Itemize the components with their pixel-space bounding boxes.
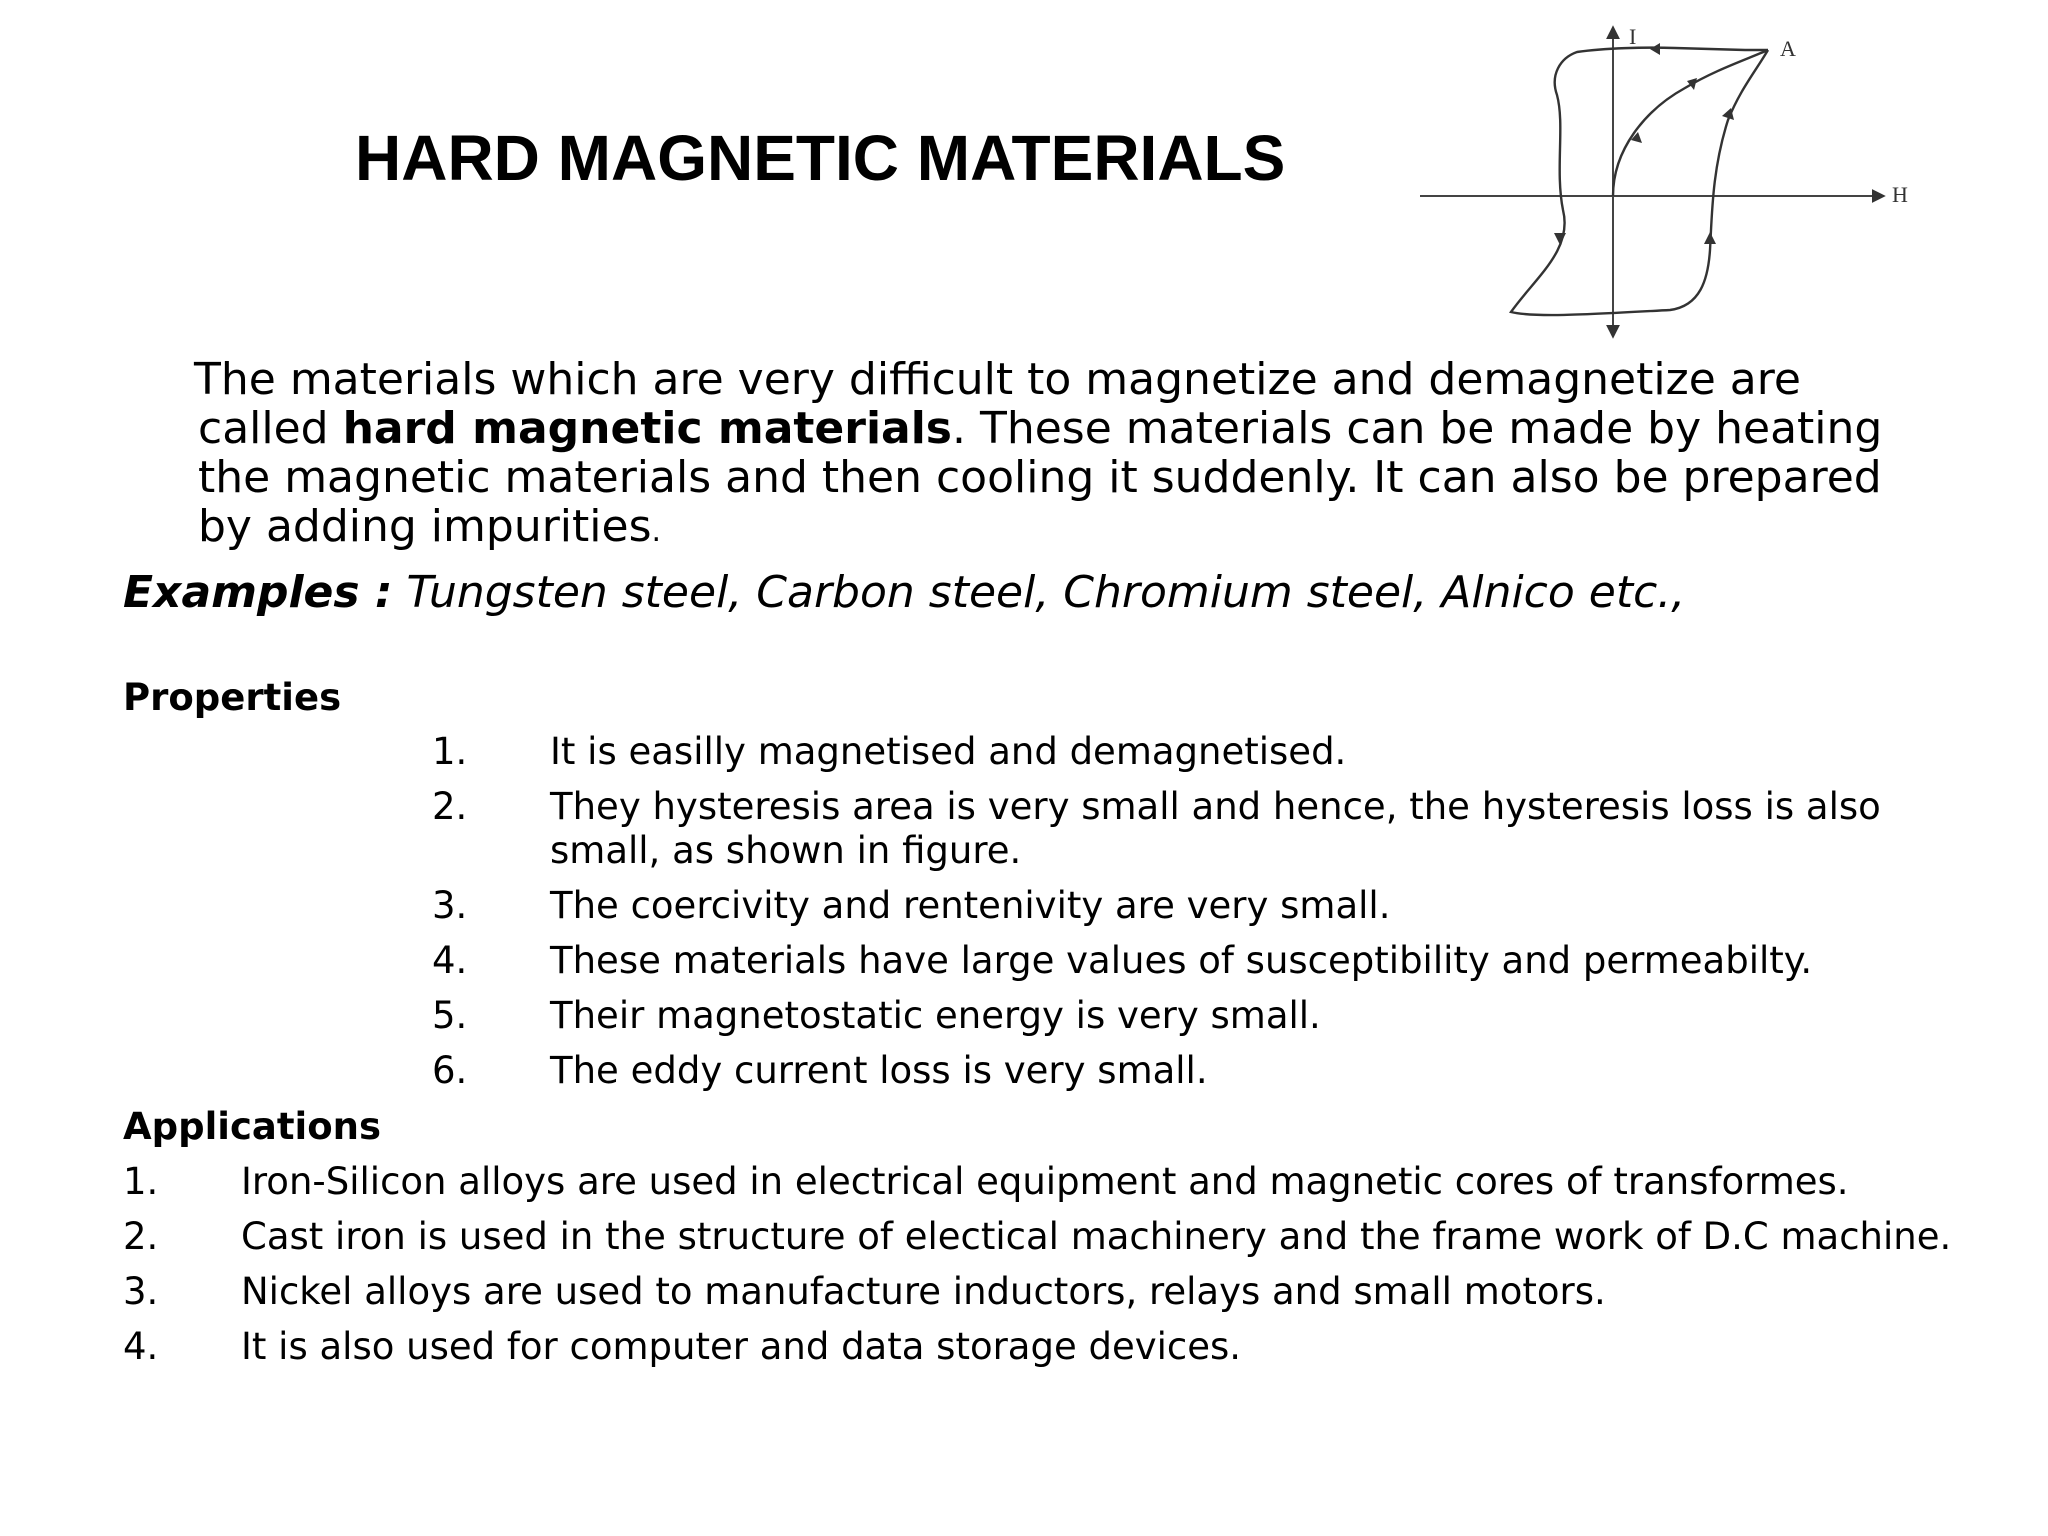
list-item-number: 2. <box>432 785 468 828</box>
list-item-text: Iron-Silicon alloys are used in electrical equipment and magnetic cores of transformes. <box>241 1160 1849 1203</box>
list-item <box>123 1160 2023 1204</box>
intro-bold-term: hard magnetic materials <box>342 403 952 454</box>
examples-line <box>123 566 1685 620</box>
list-item-text: Nickel alloys are used to manufacture inductors, relays and small motors. <box>241 1270 1606 1313</box>
list-item-number: 4. <box>123 1325 159 1368</box>
list-item-text: They hysteresis area is very small and hence, the hysteresis loss is also small, as shown in figure. <box>550 785 1881 872</box>
list-item-number: 1. <box>432 730 468 773</box>
hysteresis-loop-curve <box>1511 48 1768 315</box>
examples-label: Examples : <box>123 567 393 618</box>
arrow-right-up <box>1704 232 1716 244</box>
properties-list <box>432 730 1992 1104</box>
list-item-number: 2. <box>123 1215 159 1258</box>
list-item <box>123 1270 2023 1314</box>
properties-heading: Properties <box>123 676 342 719</box>
examples-text: Tungsten steel, Carbon steel, Chromium steel, Alnico etc., <box>392 567 1686 618</box>
intro-text-1: The materials which are very difficult to magnetize and demagnetize are called <box>194 354 1801 454</box>
list-item <box>432 1049 1992 1093</box>
list-item <box>432 730 1992 774</box>
arrow-top <box>1650 43 1660 55</box>
list-item <box>123 1325 2023 1369</box>
list-item <box>123 1215 2023 1259</box>
list-item-number: 6. <box>432 1049 468 1092</box>
list-item-text: Their magnetostatic energy is very small. <box>550 994 1321 1037</box>
intro-text-3: . <box>651 514 662 549</box>
hysteresis-loop-diagram <box>1405 10 1915 350</box>
list-item-number: 5. <box>432 994 468 1037</box>
initial-magnetization-curve <box>1613 50 1768 196</box>
i-axis-label: I <box>1629 24 1637 49</box>
arrow-initial-2 <box>1687 78 1697 90</box>
list-item-number: 3. <box>123 1270 159 1313</box>
list-item <box>432 884 1992 928</box>
slide-title: HARD MAGNETIC MATERIALS <box>355 122 1286 194</box>
list-item-number: 3. <box>432 884 468 927</box>
intro-paragraph <box>194 354 1938 556</box>
list-item-number: 1. <box>123 1160 159 1203</box>
intro-text-2: . These materials can be made by heating the magnetic materials and then cooling it suddenly. It can also be prepared by adding impurities <box>198 403 1883 552</box>
list-item <box>432 994 1992 1038</box>
applications-list <box>123 1160 2023 1380</box>
applications-heading: Applications <box>123 1105 382 1148</box>
list-item-text: It is also used for computer and data storage devices. <box>241 1325 1242 1368</box>
list-item-text: Cast iron is used in the structure of electical machinery and the frame work of D.C machine. <box>241 1215 1952 1258</box>
list-item-text: The coercivity and rentenivity are very small. <box>550 884 1391 927</box>
list-item-text: It is easilly magnetised and demagnetised. <box>550 730 1347 773</box>
point-a-label: A <box>1780 36 1796 61</box>
arrow-left-down <box>1554 233 1566 245</box>
list-item-number: 4. <box>432 939 468 982</box>
h-axis-label: H <box>1892 182 1908 207</box>
list-item-text: These materials have large values of susceptibility and permeabilty. <box>550 939 1813 982</box>
list-item <box>432 785 1992 873</box>
list-item-text: The eddy current loss is very small. <box>550 1049 1208 1092</box>
list-item <box>432 939 1992 983</box>
